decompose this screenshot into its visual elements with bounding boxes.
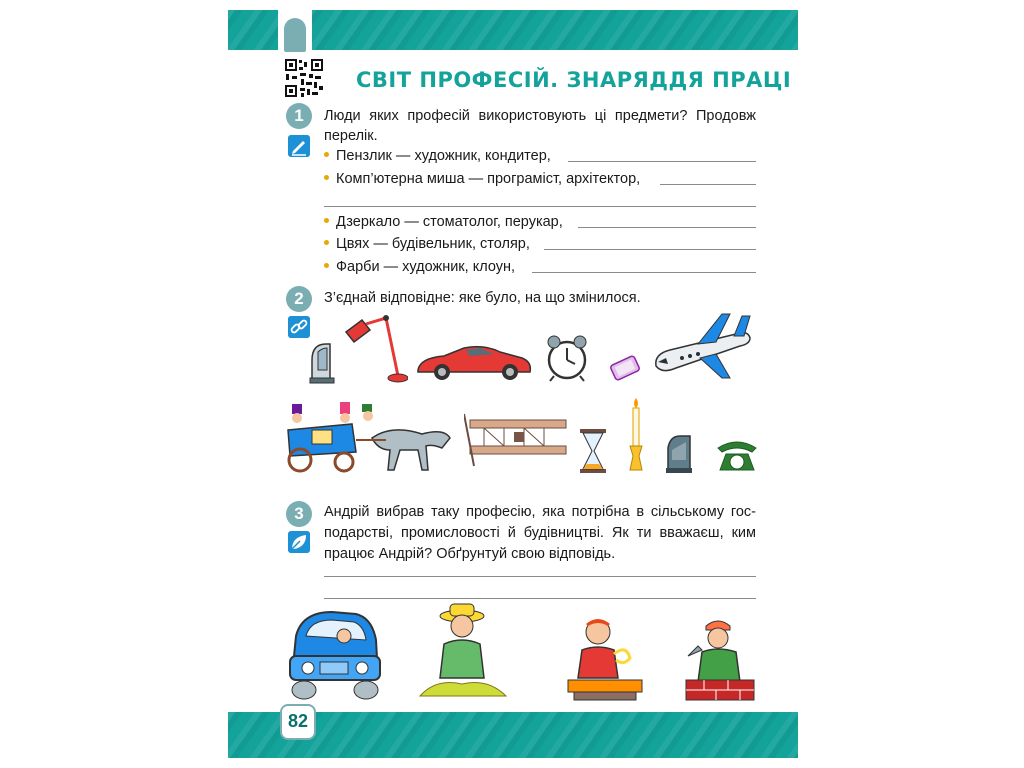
- sports-car-icon[interactable]: [414, 342, 534, 382]
- answer-line[interactable]: [568, 161, 756, 162]
- old-iron-icon[interactable]: [664, 430, 694, 474]
- page-title: СВІТ ПРОФЕСІЙ. ЗНАРЯДДЯ ПРАЦІ: [356, 68, 792, 92]
- answer-line[interactable]: [660, 184, 756, 185]
- craftsman-icon[interactable]: [564, 614, 650, 702]
- top-decorative-band: [228, 10, 798, 50]
- answer-line[interactable]: [324, 206, 756, 207]
- horse-carriage-icon[interactable]: [282, 394, 460, 474]
- list-item-text: Пензлик — художник, кондитер,: [336, 148, 551, 164]
- task-3-question-line-3: працює Андрій? Обґрунтуй свою відповідь.: [324, 546, 616, 562]
- task-3-question-line-1: Андрій вибрав таку професію, яка потрібна в сільському гос-: [324, 504, 756, 520]
- hourglass-icon[interactable]: [578, 428, 608, 474]
- list-item-text: Цвях — будівельник, столяр,: [336, 236, 530, 252]
- page-number: 82: [280, 704, 316, 740]
- answer-line[interactable]: [544, 249, 756, 250]
- bullet-icon: [324, 218, 329, 223]
- driver-in-car-icon[interactable]: [282, 606, 386, 702]
- farmer-icon[interactable]: [416, 600, 510, 700]
- desk-lamp-icon[interactable]: [340, 312, 408, 384]
- list-item: [324, 214, 756, 235]
- rotary-phone-icon[interactable]: [716, 438, 758, 474]
- link-icon: [288, 316, 310, 338]
- task-2-number: 2: [286, 286, 312, 312]
- answer-line[interactable]: [532, 272, 756, 273]
- chapter-tab: [278, 10, 312, 58]
- answer-line[interactable]: [324, 598, 756, 599]
- leaf-icon: [288, 531, 310, 553]
- bullet-icon: [324, 240, 329, 245]
- list-item: [324, 259, 756, 280]
- bricklayer-icon[interactable]: [684, 616, 758, 702]
- answer-line[interactable]: [324, 576, 756, 577]
- task-3-question-line-2: подарстві, промисловості й будівництві. Як ти вважаєш, ким: [324, 525, 756, 541]
- list-item: [324, 236, 756, 257]
- smartphone-icon[interactable]: [610, 354, 640, 382]
- list-item-text: Фарби — художник, клоун,: [336, 259, 516, 275]
- task-1-question-line-1: Люди яких професій використовують ці предмети? Продовж: [324, 108, 756, 124]
- airplane-icon[interactable]: [652, 308, 756, 384]
- task-2-question: З’єднай відповідне: яке було, на що змінилося.: [324, 290, 641, 306]
- bullet-icon: [324, 263, 329, 268]
- bullet-icon: [324, 152, 329, 157]
- pencil-icon: [288, 135, 310, 157]
- early-airplane-icon[interactable]: [464, 406, 574, 474]
- candle-icon[interactable]: [626, 396, 646, 474]
- answer-line[interactable]: [578, 227, 756, 228]
- list-item: [324, 148, 756, 169]
- list-item-text: Дзеркало — стоматолог, перукар,: [336, 214, 563, 230]
- chapter-tab-marker: [284, 18, 306, 52]
- task-3-number: 3: [286, 501, 312, 527]
- task-1-question-line-2: перелік.: [324, 128, 378, 144]
- iron-icon[interactable]: [308, 340, 338, 384]
- list-item: [324, 171, 756, 192]
- bullet-icon: [324, 175, 329, 180]
- task-1-number: 1: [286, 103, 312, 129]
- list-item-text: Комп’ютерна миша — програміст, архітектор,: [336, 171, 641, 187]
- alarm-clock-icon[interactable]: [542, 334, 592, 382]
- qr-code-icon[interactable]: [284, 58, 324, 98]
- workbook-page: [228, 10, 798, 758]
